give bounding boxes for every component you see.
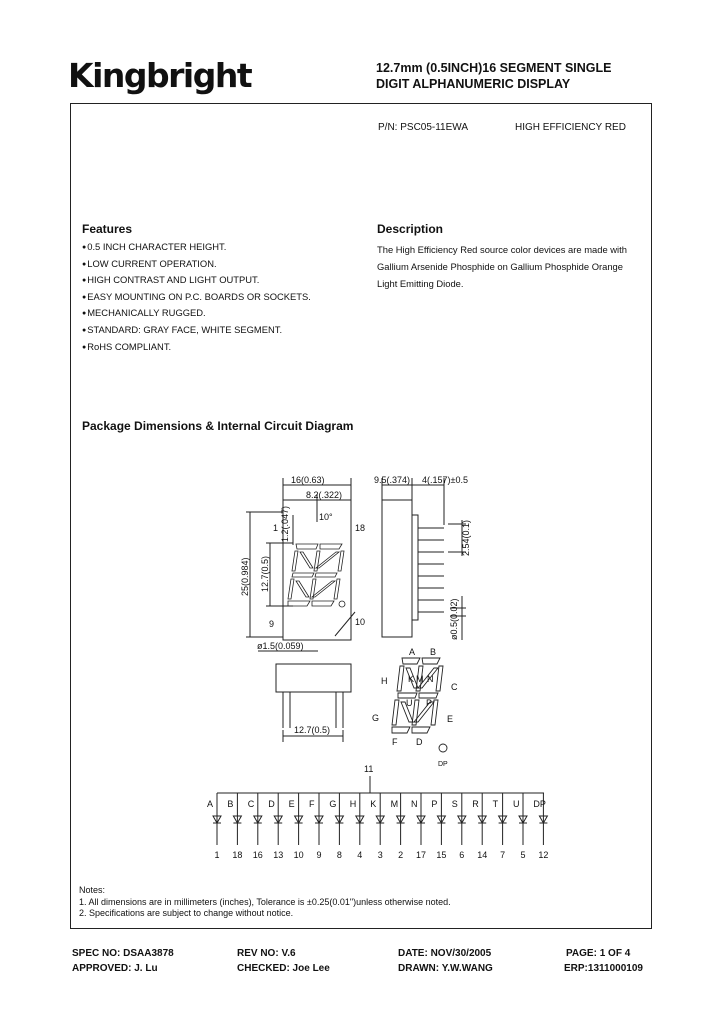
- seg-label-g: G: [372, 713, 380, 723]
- circuit-segment-label: R: [472, 799, 479, 809]
- description-line: Gallium Arsenide Phosphide on Gallium Phosphide Orange: [377, 261, 623, 272]
- dim-lead: 4(.157)±0.5: [422, 475, 468, 485]
- seg-label-u: U: [406, 698, 413, 708]
- dim-row-spacing: 12.7(0.5): [294, 725, 331, 735]
- pin-1-label: 1: [273, 523, 279, 533]
- circuit-pin-label: 2: [398, 850, 404, 860]
- dim-lead-dia: ø0.5(0.02): [449, 598, 459, 640]
- part-number: P/N: PSC05-11EWA: [378, 122, 469, 133]
- feature-item: ● STANDARD: GRAY FACE, WHITE SEGMENT.: [82, 324, 311, 341]
- seg-label-n: N: [427, 674, 434, 684]
- feature-item: ● RoHS COMPLIANT.: [82, 341, 311, 358]
- feature-item: ● 0.5 INCH CHARACTER HEIGHT.: [82, 241, 311, 258]
- diode: [437, 793, 445, 845]
- notes-heading: Notes:: [79, 885, 106, 895]
- brand-logo: Kingbright: [68, 56, 252, 95]
- note-line: 1. All dimensions are in millimeters (inches), Tolerance is ±0.25(0.01")unless otherwise noted.: [79, 896, 451, 907]
- circuit-pin-label: 17: [415, 850, 427, 860]
- circuit-pin-label: 16: [252, 850, 263, 860]
- diode: [376, 793, 384, 845]
- circuit-pin-label: 6: [459, 850, 465, 860]
- circuit-segment-label: K: [370, 799, 377, 809]
- feature-item: ● HIGH CONTRAST AND LIGHT OUTPUT.: [82, 274, 311, 291]
- circuit-pin-label: 13: [273, 850, 284, 860]
- diode: [213, 793, 221, 845]
- diode: [274, 793, 282, 845]
- circuit-segment-label: A: [207, 799, 214, 809]
- dim-width: 16(0.63): [291, 475, 325, 485]
- circuit-segment-label: B: [227, 799, 234, 809]
- circuit-pin-label: 4: [357, 850, 363, 860]
- circuit-pin-label: 1: [214, 850, 220, 860]
- seg-label-a: A: [409, 647, 416, 657]
- drawn-by: DRAWN: Y.W.WANG: [398, 963, 493, 974]
- spec-no: SPEC NO: DSAA3878: [72, 948, 174, 959]
- circuit-segment-label: C: [247, 799, 255, 809]
- seg-label-f: F: [392, 737, 398, 747]
- circuit-segment-label: U: [513, 799, 520, 809]
- description-heading: Description: [377, 222, 444, 236]
- seg-label-e: E: [447, 714, 454, 724]
- notes: [79, 885, 451, 920]
- diode: [519, 793, 527, 845]
- circuit-pin-label: 14: [477, 850, 488, 860]
- diode: [335, 793, 343, 845]
- seg-label-k: K: [408, 674, 415, 684]
- circuit-segment-label: G: [329, 799, 337, 809]
- approved-by: APPROVED: J. Lu: [72, 963, 158, 974]
- feature-item: ● EASY MOUNTING ON P.C. BOARDS OR SOCKETS.: [82, 291, 311, 308]
- package-heading: Package Dimensions & Internal Circuit Diagram: [82, 419, 354, 433]
- common-pin-label: 11: [364, 764, 374, 774]
- description-line: The High Efficiency Red source color devices are made with: [377, 244, 627, 255]
- erp-number: ERP:1311000109: [564, 963, 643, 974]
- note-line: 2. Specifications are subject to change without notice.: [79, 908, 294, 918]
- checked-by: CHECKED: Joe Lee: [237, 963, 330, 974]
- diode: [254, 793, 262, 845]
- date: DATE: NOV/30/2005: [398, 948, 492, 959]
- seg-label-dp: DP: [438, 761, 448, 768]
- circuit-segment-label: P: [431, 799, 438, 809]
- circuit-segment-label: N: [411, 799, 418, 809]
- circuit-segment-label: M: [390, 799, 399, 809]
- circuit-pin-label: 5: [520, 850, 526, 860]
- dim-seg-top: 1.2(.047): [280, 505, 290, 542]
- seg-label-c: C: [451, 682, 458, 692]
- circuit-segment-label: F: [309, 799, 315, 809]
- dim-angle: 10°: [319, 512, 333, 522]
- diode: [315, 793, 323, 845]
- dim-pin-dia: ø1.5(0.059): [257, 641, 304, 651]
- diode: [356, 793, 364, 845]
- diode: [478, 793, 486, 845]
- circuit-pin-label: 15: [436, 850, 447, 860]
- circuit-pin-label: 7: [500, 850, 506, 860]
- circuit-segment-label: E: [288, 799, 295, 809]
- seg-label-p: P: [426, 698, 433, 708]
- dim-char-height: 12.7(0.5): [260, 555, 270, 592]
- circuit-pin-label: 12: [538, 850, 549, 860]
- features-heading: Features: [82, 222, 133, 236]
- diode: [233, 793, 241, 845]
- diode: [499, 793, 507, 845]
- circuit-pin-label: 18: [232, 850, 243, 860]
- seg-label-h: H: [381, 676, 388, 686]
- seg-label-d: D: [416, 737, 423, 747]
- pin-9-label: 9: [269, 619, 275, 629]
- circuit-segment-label: D: [268, 799, 275, 809]
- seg-label-m: M: [416, 674, 424, 684]
- color-name: HIGH EFFICIENCY RED: [515, 122, 626, 133]
- circuit-pin-label: 3: [377, 850, 383, 860]
- diode: [458, 793, 466, 845]
- description-line: Light Emitting Diode.: [377, 278, 464, 289]
- diode: [295, 793, 303, 845]
- pin-10-label: 10: [355, 617, 366, 627]
- dim-pitch: 2.54(0.1): [461, 519, 471, 556]
- page-number: PAGE: 1 OF 4: [566, 948, 631, 959]
- feature-item: ● MECHANICALLY RUGGED.: [82, 307, 311, 324]
- circuit-segment-label: H: [349, 799, 357, 809]
- title-line-2: DIGIT ALPHANUMERIC DISPLAY: [376, 77, 571, 91]
- feature-item: ● LOW CURRENT OPERATION.: [82, 258, 311, 275]
- title-line-1: 12.7mm (0.5INCH)16 SEGMENT SINGLE: [376, 61, 612, 75]
- dim-height: 25(0.984): [240, 557, 250, 596]
- circuit-segment-label: DP: [533, 799, 546, 809]
- circuit-pin-label: 9: [316, 850, 322, 860]
- seg-label-b: B: [430, 647, 437, 657]
- circuit-segment-label: S: [451, 799, 458, 809]
- dim-half-width: 8.2(.322): [306, 490, 343, 500]
- diode: [417, 793, 425, 845]
- rev-no: REV NO: V.6: [237, 948, 296, 959]
- pin-18-label: 18: [355, 523, 366, 533]
- circuit-segment-label: T: [492, 799, 499, 809]
- circuit-pin-label: 8: [336, 850, 342, 860]
- circuit-pin-label: 10: [293, 850, 304, 860]
- dim-depth: 9.5(.374): [374, 475, 411, 485]
